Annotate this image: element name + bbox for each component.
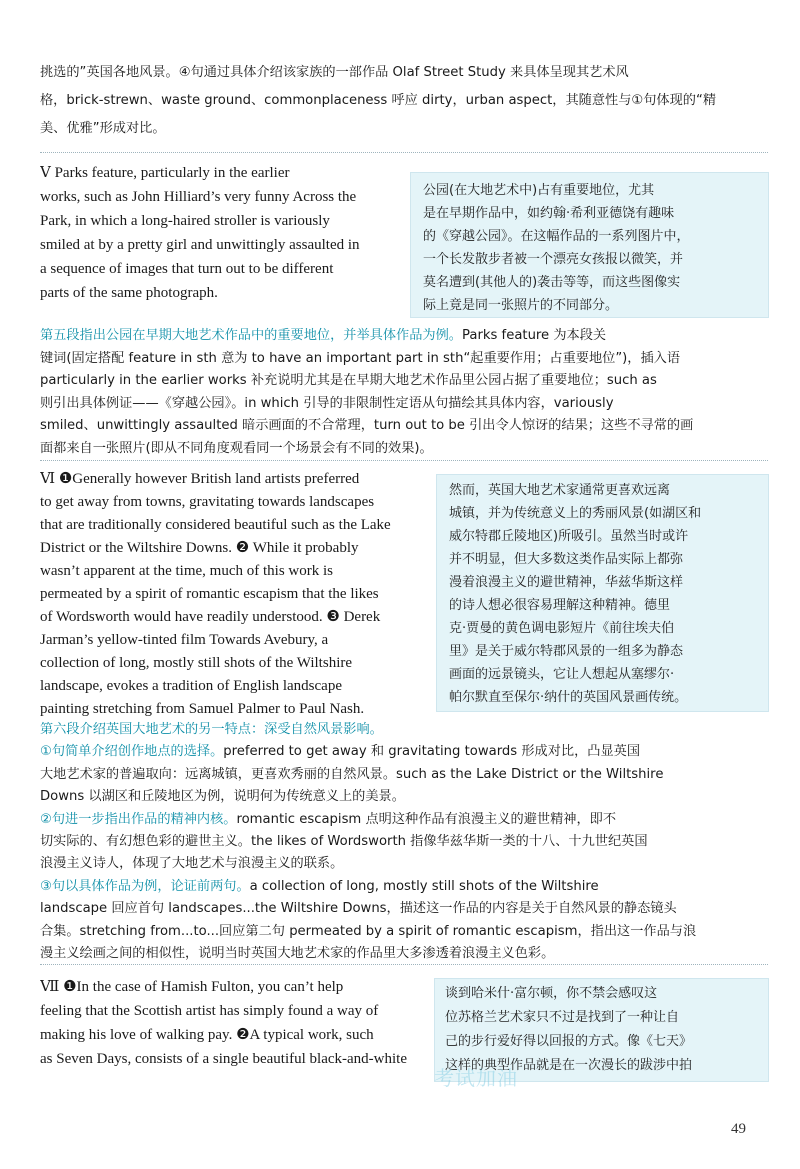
translation-line: 的诗人想必很容易理解这种精神。德里 — [449, 598, 671, 613]
analysis-line — [40, 325, 768, 347]
translation-line: 谈到哈米什·富尔顿，你不禁会感叹这 — [445, 986, 658, 1001]
english-line: District or the Wiltshire Downs. ❷ While it probably — [40, 540, 359, 556]
analysis-text: 合集。stretching from...to...回应第二句 permeated by a spirit of romantic escapism，指出这一作品与浪 — [40, 923, 697, 939]
analysis-highlight: ③句以具体作品为例，论证前两句。 — [40, 878, 250, 894]
translation-line: 城镇，并为传统意义上的秀丽风景(如湖区和 — [449, 506, 702, 521]
english-line: Jarman’s yellow-tinted film Towards Avebury, a — [40, 632, 329, 648]
translation-line: 这样的典型作品就是在一次漫长的跋涉中拍 — [445, 1058, 693, 1073]
intro-line: 挑选的”英国各地风景。④句通过具体介绍该家族的一部作品 Olaf Street Study 来具体呈现其艺术风 — [40, 65, 629, 80]
analysis-highlight: ②句进一步指出作品的精神内核。 — [40, 811, 237, 827]
translation-line: 里》是关于威尔特郡风景的一组多为静态 — [449, 644, 684, 659]
analysis-text: particularly in the earlier works 补充说明尤其是在早期大地艺术作品里公园占据了重要地位；such as — [40, 373, 657, 389]
translation-line: 是在早期作品中，如约翰·希利亚德饶有趣味 — [423, 206, 675, 221]
analysis-line — [40, 876, 768, 898]
english-line: painting stretching from Samuel Palmer to Paul Nash. — [40, 701, 365, 717]
english-line: smiled at by a pretty girl and unwittingly assaulted in — [40, 237, 360, 253]
english-line: to get away from towns, gravitating towards landscapes — [40, 494, 375, 510]
english-line: Ⅶ ❶In the case of Hamish Fulton, you can’t help — [40, 979, 344, 995]
analysis-text: romantic escapism 点明这种作品有浪漫主义的避世精神，即不 — [236, 811, 617, 827]
page-number: 49 — [731, 1121, 746, 1137]
analysis-line — [40, 943, 768, 965]
translation-line: 漫着浪漫主义的避世精神，华兹华斯这样 — [449, 575, 684, 590]
paragraph-6-translation-box — [436, 474, 769, 712]
translation-line: 并不明显，但大多数这类作品实际上都弥 — [449, 552, 684, 567]
analysis-line — [40, 853, 768, 875]
intro-line: 格，brick-strewn、waste ground、commonplaceness 呼应 dirty，urban aspect，其随意性与①句体现的“精 — [40, 93, 717, 108]
translation-line: 位苏格兰艺术家只不过是找到了一种让自 — [445, 1010, 680, 1025]
translation-line: 然而，英国大地艺术家通常更喜欢远离 — [449, 483, 671, 498]
translation-line: 的《穿越公园》。在这幅作品的一系列图片中， — [423, 229, 690, 244]
english-line: a sequence of images that turn out to be different — [40, 261, 334, 277]
analysis-line — [40, 370, 768, 392]
analysis-text: smiled、unwittingly assaulted 暗示画面的不合常理，turn out to be 引出令人惊讶的结果；这些不寻常的画 — [40, 418, 694, 434]
analysis-line — [40, 898, 768, 920]
english-line: as Seven Days, consists of a single beautiful black-and-white — [40, 1051, 407, 1067]
analysis-line — [40, 348, 768, 370]
english-line: Ⅴ Parks feature, particularly in the earlier — [40, 165, 290, 181]
english-line: feeling that the Scottish artist has simply found a way of — [40, 1003, 379, 1019]
translation-line: 己的步行爱好得以回报的方式。像《七天》 — [445, 1034, 693, 1049]
english-line: parts of the same photograph. — [40, 285, 218, 301]
analysis-line — [40, 786, 768, 808]
analysis-text: 漫主义绘画之间的相似性，说明当时英国大地艺术家的作品里大多渗透着浪漫主义色彩。 — [40, 946, 555, 961]
translation-line: 公园(在大地艺术中)占有重要地位，尤其 — [423, 183, 655, 198]
analysis-line — [40, 415, 768, 437]
analysis-line — [40, 921, 768, 943]
analysis-text: 大地艺术家的普遍取向：远离城镇，更喜欢秀丽的自然风景。such as the Lake District or the Wiltshire — [40, 766, 664, 782]
analysis-highlight: ①句简单介绍创作地点的选择。 — [40, 744, 224, 760]
english-line: landscape, evokes a tradition of English landscape — [40, 678, 342, 694]
analysis-line — [40, 741, 768, 763]
analysis-text: a collection of long, mostly still shots of the Wiltshire — [249, 878, 599, 894]
english-line: making his love of walking pay. ❷A typical work, such — [40, 1027, 374, 1043]
translation-line: 威尔特郡丘陵地区)所吸引。虽然当时或许 — [449, 529, 689, 544]
english-line: wasn’t apparent at the time, much of this work is — [40, 563, 333, 579]
analysis-text: 切实际的、有幻想色彩的避世主义。the likes of Wordsworth 指像华兹华斯一类的十八、十九世纪英国 — [40, 834, 648, 849]
analysis-text: Parks feature 为本段关 — [462, 328, 607, 343]
english-line: that are traditionally considered beautiful such as the Lake — [40, 517, 391, 533]
translation-line: 画面的远景镜头，它让人想起从塞缪尔· — [449, 667, 675, 682]
intro-line: 美、优雅”形成对比。 — [40, 121, 166, 136]
translation-line: 一个长发散步者被一个漂亮女孩报以微笑，并 — [423, 252, 684, 267]
analysis-text: Downs 以湖区和丘陵地区为例，说明何为传统意义上的美景。 — [40, 789, 405, 805]
analysis-line — [40, 719, 768, 741]
analysis-text: 则引出具体例证——《穿越公园》。in which 引导的非限制性定语从句描绘其具体内容，variously — [40, 395, 614, 411]
english-line: Park, in which a long-haired stroller is variously — [40, 213, 330, 229]
analysis-highlight: 第五段指出公园在早期大地艺术作品中的重要地位，并举具体作品为例。 — [40, 328, 462, 343]
analysis-line — [40, 438, 768, 460]
watermark: 考试加油 — [434, 1066, 518, 1090]
translation-line: 莫名遭到(其他人的)袭击等等，而这些图像实 — [423, 275, 681, 290]
english-line: Ⅵ ❶Generally however British land artists preferred — [40, 471, 360, 487]
translation-line: 际上竟是同一张照片的不同部分。 — [423, 298, 619, 313]
analysis-line — [40, 764, 768, 786]
translation-line: 克·贾曼的黄色调电影短片《前往埃夫伯 — [449, 621, 675, 636]
english-line: of Wordsworth would have readily understood. ❸ Derek — [40, 609, 381, 625]
english-line: works, such as John Hilliard’s very funny Across the — [40, 189, 357, 205]
analysis-text: 浪漫主义诗人，体现了大地艺术与浪漫主义的联系。 — [40, 856, 344, 872]
section-divider — [40, 152, 768, 153]
paragraph-5-translation-box — [410, 172, 769, 318]
analysis-line — [40, 831, 768, 853]
english-line: collection of long, mostly still shots of the Wiltshire — [40, 655, 353, 671]
section-divider — [40, 460, 768, 461]
analysis-text: 面都来自一张照片(即从不同角度观看同一个场景会有不同的效果)。 — [40, 441, 433, 456]
analysis-text: landscape 回应首句 landscapes...the Wiltshire Downs，描述这一作品的内容是关于自然风景的静态镜头 — [40, 901, 677, 917]
section-divider — [40, 964, 768, 965]
english-line: permeated by a spirit of romantic escapism that the likes — [40, 586, 379, 602]
analysis-line — [40, 809, 768, 831]
analysis-line — [40, 393, 768, 415]
analysis-text: 键词(固定搭配 feature in sth 意为 to have an important part in sth“起重要作用；占重要地位”)，插入语 — [40, 350, 681, 366]
analysis-highlight: 第六段介绍英国大地艺术的另一特点：深受自然风景影响。 — [40, 722, 383, 737]
translation-line: 帕尔默直至保尔·纳什的英国风景画传统。 — [449, 690, 688, 705]
analysis-text: preferred to get away 和 gravitating towards 形成对比，凸显英国 — [223, 744, 641, 760]
